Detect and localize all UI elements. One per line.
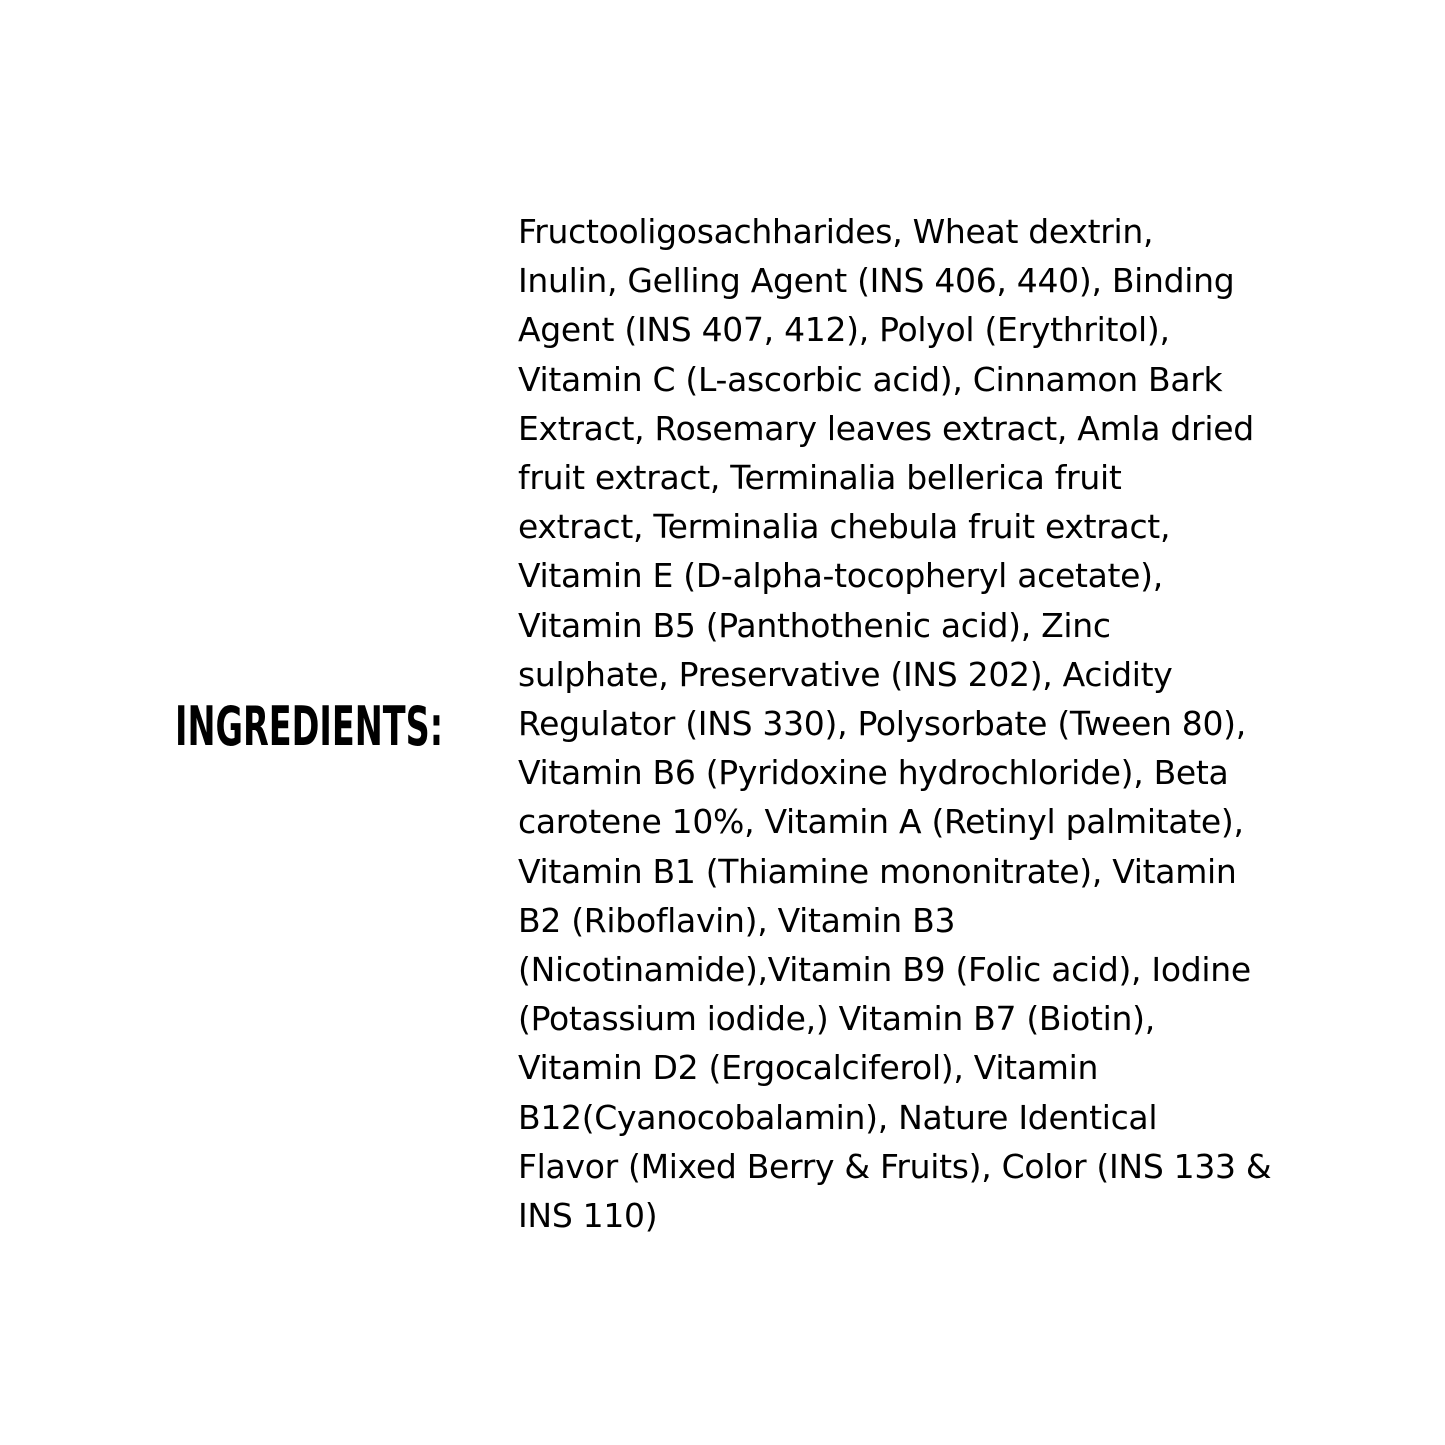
ingredients-line: Vitamin B6 (Pyridoxine hydrochloride), Beta xyxy=(518,753,1229,793)
ingredients-line: Extract, Rosemary leaves extract, Amla dried xyxy=(518,408,1254,448)
ingredients-line: Agent (INS 407, 412), Polyol (Erythritol), xyxy=(518,310,1170,350)
ingredients-list xyxy=(518,207,1358,1240)
ingredients-line: B2 (Riboflavin), Vitamin B3 xyxy=(518,900,956,940)
ingredients-heading: INGREDIENTS: xyxy=(175,695,444,758)
ingredients-line: B12(Cyanocobalamin), Nature Identical xyxy=(518,1097,1158,1137)
ingredients-line: INS 110) xyxy=(518,1196,658,1236)
ingredients-line: fruit extract, Terminalia bellerica fruit xyxy=(518,458,1122,498)
ingredients-line: Regulator (INS 330), Polysorbate (Tween 80), xyxy=(518,704,1246,744)
ingredients-line: Fructooligosachharides, Wheat dextrin, xyxy=(518,212,1154,251)
ingredients-line: Vitamin D2 (Ergocalciferol), Vitamin xyxy=(518,1048,1099,1088)
ingredients-line: Flavor (Mixed Berry & Fruits), Color (INS 133 & xyxy=(518,1146,1272,1186)
ingredients-line: sulphate, Preservative (INS 202), Acidity xyxy=(518,654,1173,694)
ingredients-line: Vitamin B1 (Thiamine mononitrate), Vitamin xyxy=(518,851,1237,891)
ingredients-line: extract, Terminalia chebula fruit extract, xyxy=(518,507,1171,547)
ingredients-line: Inulin, Gelling Agent (INS 406, 440), Binding xyxy=(518,261,1235,301)
ingredients-line: carotene 10%, Vitamin A (Retinyl palmitate), xyxy=(518,802,1244,842)
ingredients-line: Vitamin B5 (Panthothenic acid), Zinc xyxy=(518,605,1111,645)
ingredients-line: (Potassium iodide,) Vitamin B7 (Biotin), xyxy=(518,999,1155,1039)
ingredients-line: (Nicotinamide),Vitamin B9 (Folic acid), Iodine xyxy=(518,950,1251,990)
ingredients-line: Vitamin C (L-ascorbic acid), Cinnamon Bark xyxy=(518,359,1223,399)
ingredients-line: Vitamin E (D-alpha-tocopheryl acetate), xyxy=(518,556,1163,596)
